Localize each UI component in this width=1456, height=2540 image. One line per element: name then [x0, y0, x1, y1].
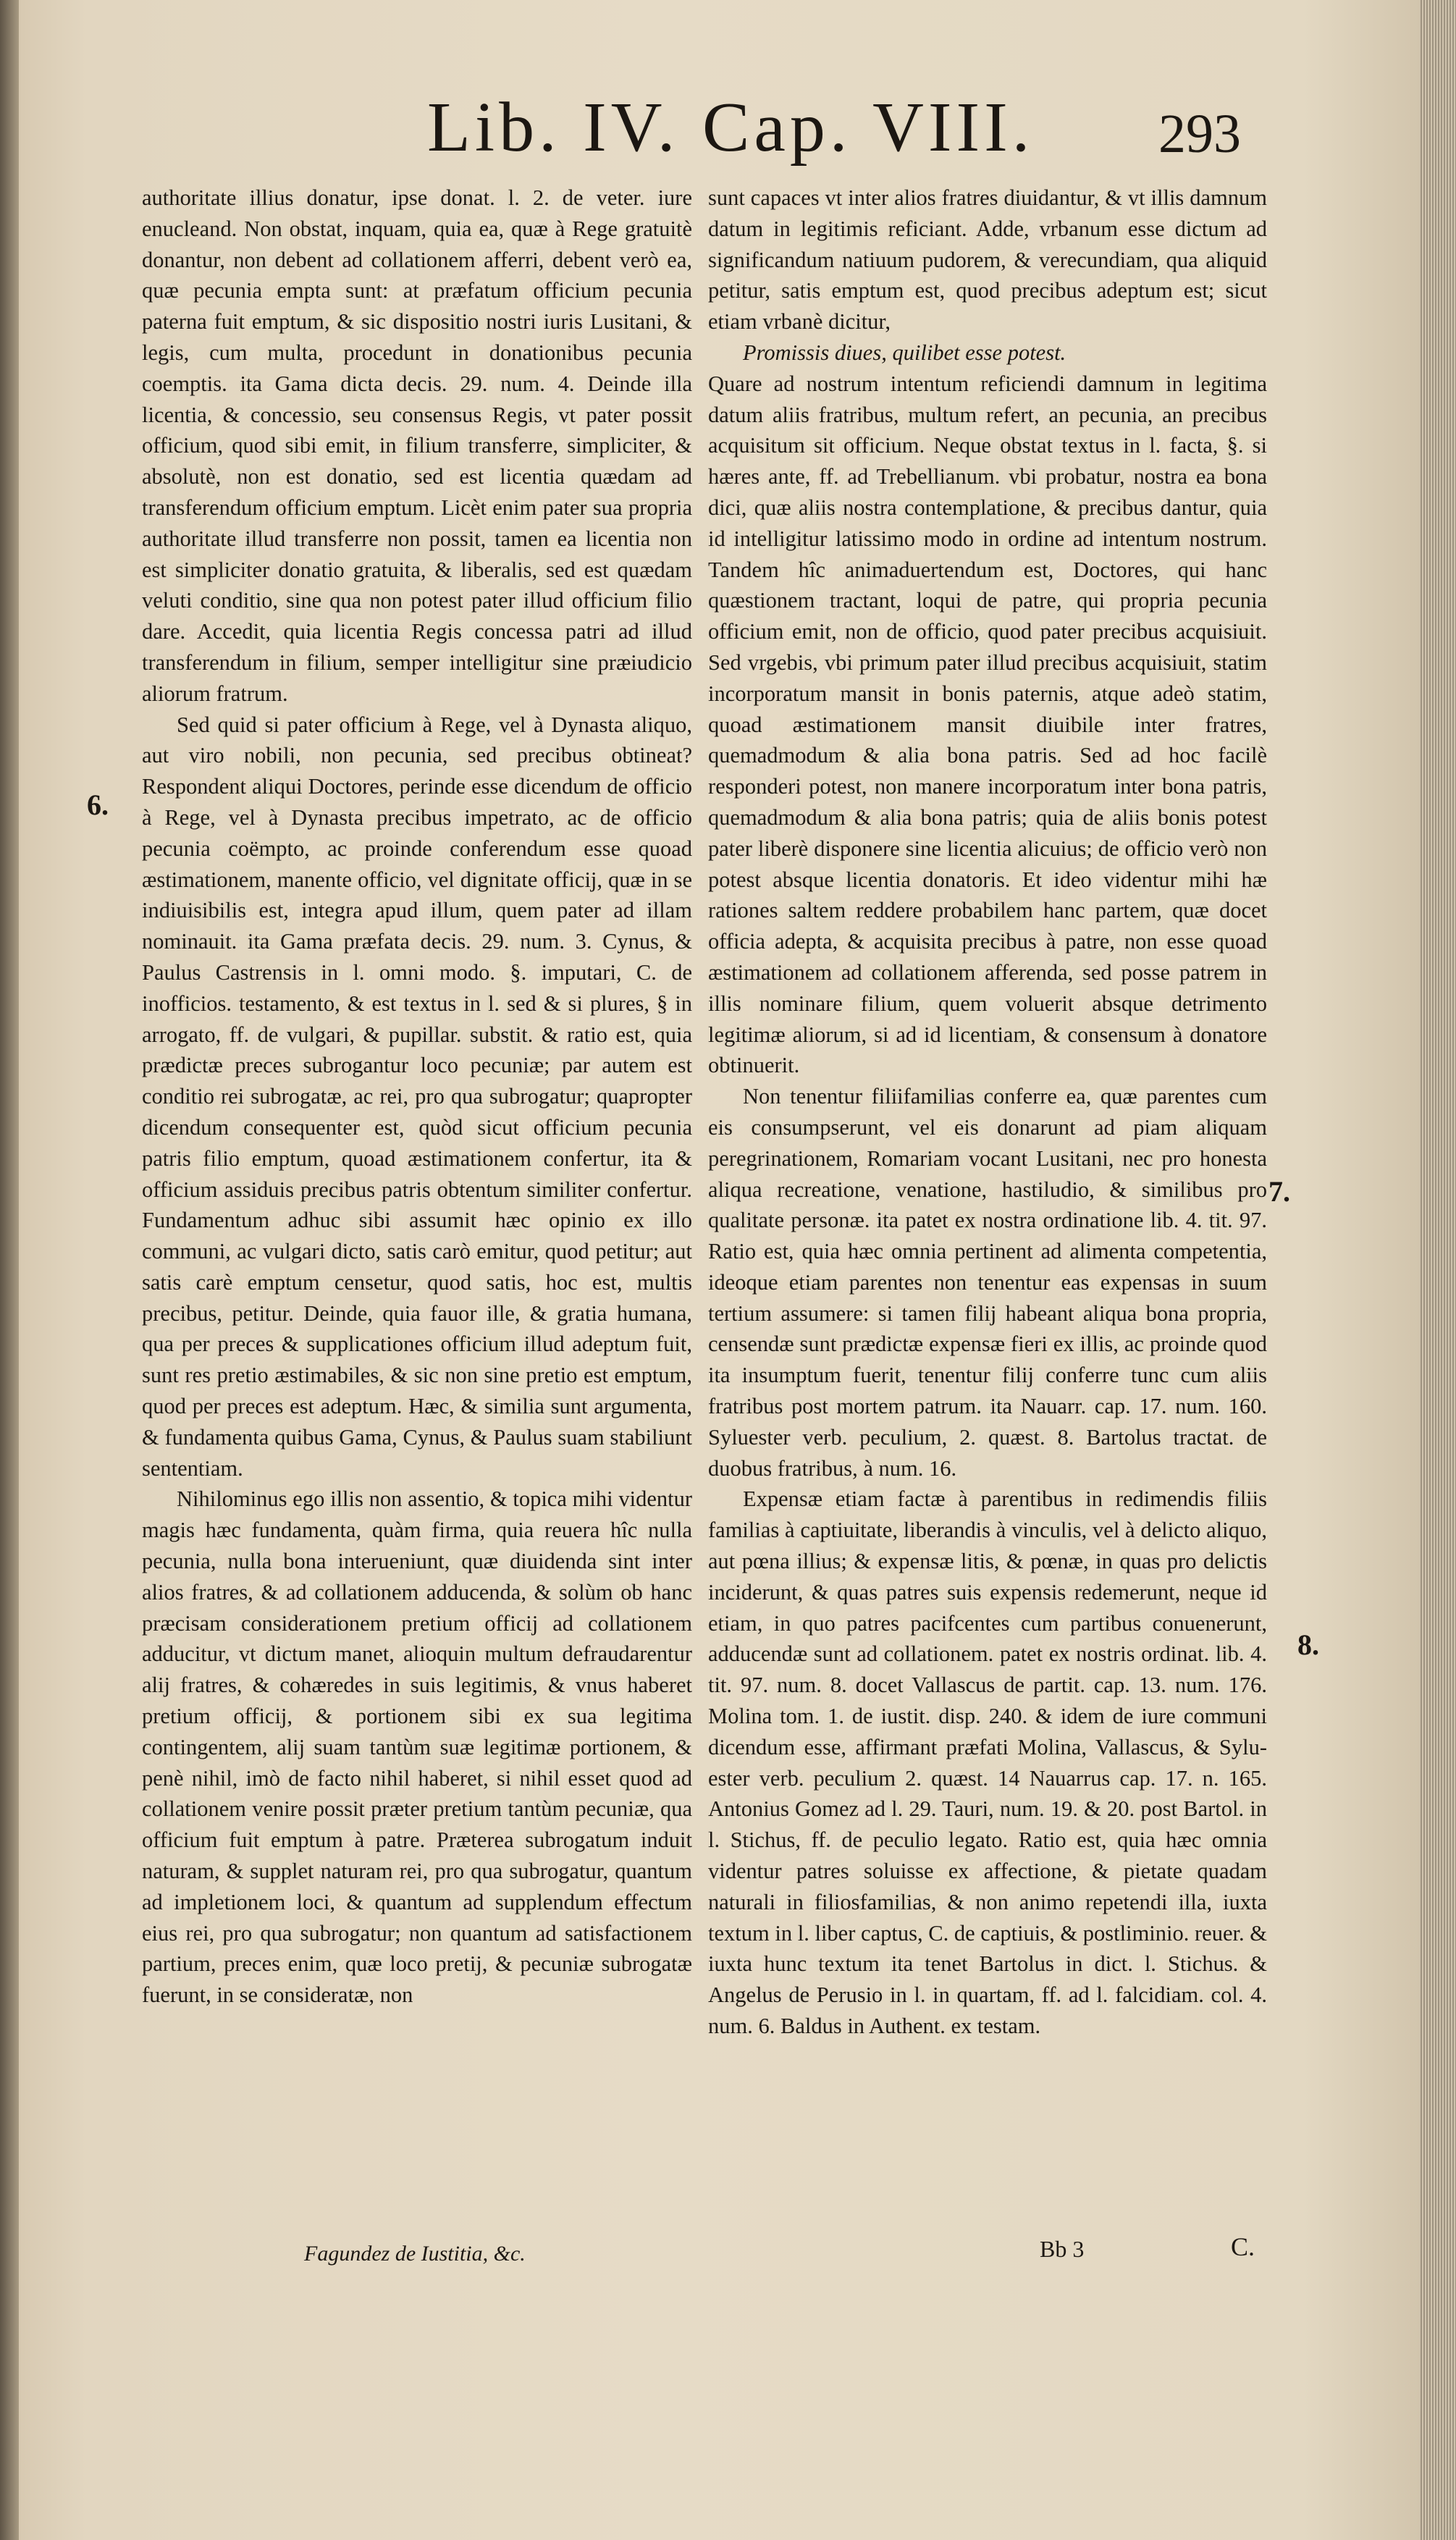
signature-mark: Bb 3: [1040, 2236, 1085, 2262]
paragraph: Non tenentur filiifamilias conferre ea, quæ parentes cum eis consumpserunt, vel eis donarunt ad piam aliquam peregrinationem, Romariam vocant Lusitani, nec pro honesta aliqua recreatione, venatione, hastiludio, & similibus pro qualitate personæ. ita patet ex nostra ordinatione lib. 4. tit. 97. Ratio est, quia hæc omnia pertinent ad alimenta competentia, ideoque etiam parentes non tenentur eas expensas in suum tertium assumere: si tamen filij habeant aliqua bona propria, censendæ sunt prædictæ expensæ fieri ex illis, ac proinde quod ita insumptum fuerit, tenentur filij conferre tunc cum aliis fratribus post mortem patrum. ita Nauarr. cap. 17. num. 160. Syluester verb. peculium, 2. quæst. 8. Bartolus tractat. de duobus fratribus, à num. 16.: [708, 1084, 1267, 1481]
page-number: 293: [1158, 104, 1241, 164]
right-column: [708, 182, 1267, 2042]
running-head-chapter: Cap. VIII.: [702, 88, 1035, 167]
paragraph: Expensæ etiam factæ à parentibus in redimendis filiis familias à captiuitate, liberandis à vinculis, vel à delicto aliquo, aut pœna illius; & expensæ litis, & pœnæ, in quas pro delictis inciderunt, & quas patres suis expensis redemerunt, neque id etiam, in quo patres pacifcentes cum partibus conuenerunt, adducendæ sunt ad collationem. patet ex nostris ordinat. lib. 4. tit. 97. num. 8. docet Vallascus de partit. cap. 13. num. 176. Molina tom. 1. de iustit. disp. 240. & idem de iure communi dicendum esse, affirmant præfati Molina, Vallascus, & Syluester verb. peculium 2. quæst. 14 Nauarrus cap. 17. n. 165. Antonius Gomez ad l. 29. Tauri, num. 19. & 20. post Bartol. in l. Stichus, ff. de peculio legato. Ratio est, quia hæc omnia videntur patres soluisse ex affectione, & pietate quadam naturali in filiosfamilias, & non animo repetendi illa, iuxta textum in l. liber captus, C. de captiuis, & postliminio. reuer. & iuxta hunc textum ita tenet Bartolus in dict. l. Stichus. & Angelus de Perusio in l. in quartam, ff. ad l. falcidiam. col. 4. num. 6. Baldus in Authent. ex testam.: [708, 1486, 1267, 2039]
running-head: [405, 87, 1245, 174]
verse-quote: Promissis diues, quilibet esse potest.: [743, 340, 1066, 365]
paragraph: Quare ad nostrum intentum reficiendi damnum in legitima datum aliis fratribus, multum refert, an pecunia, an precibus acquisitum sit officium. Neque obstat textus in l. facta, §. si hæres ante, ff. ad Trebellianum. vbi probatur, nostra ea bona dici, quæ aliis nostra contemplatione, & precibus dantur, quia id intelligitur latissimo modo in ordine ad intentum nostrum. Tandem hîc animaduertendum est, Doctores, qui hanc quæstionem tractant, loqui de patre, qui propria pecunia officium emit, non de officio, quod pater precibus acquisiuit. Sed vrgebis, vbi primum pater illud precibus acquisiuit, statim incorporatum mansit in bonis paternis, atque adeò statim, quoad æstimationem mansit diuibile inter fratres, quemadmodum & alia bona patris. Sed ad hoc facilè responderi potest, non manere incorporatum inter bona patris, quemadmodum & alia bona patris; quia de aliis bonis potest pater liberè disponere sine licentia alicuius; de officio verò non potest absque licentia donatoris. Et ideo videntur mihi hæ rationes saltem reddere probabilem hanc partem, quæ docet officia adepta, & acquisita precibus à patre, non esse quoad æstimationem ad collationem afferenda, sed posse patrem in illis nominare filium, quem voluerit absque detrimento legitimæ aliorum, si ad id licentiam, & consensum à donatore obtinuerit.: [708, 371, 1267, 1078]
marginal-number: 7.: [1268, 1175, 1290, 1208]
page-fore-edge: [1419, 0, 1456, 2540]
paragraph: Sed quid si pater officium à Rege, vel à Dynasta aliquo, aut viro nobili, non pecunia, sed precibus obtineat? Respondent aliqui Doctores, perinde esse dicendum de officio à Rege, vel à Dynasta precibus impetrato, ac de officio pecunia coëmpto, ac proinde conferendum esse quoad æstimationem, manente officio, vel dignitate officij, quæ in se indiuisibilis est, integra apud illum, quem pater ad illam nominauit. ita Gama præfata decis. 29. num. 3. Cynus, & Paulus Castrensis in l. omni modo. §. imputari, C. de inofficios. testamento, & est textus in l. sed & si plures, § in arrogato, ff. de vulgari, & pupillar. substit. & ratio est, quia prædictæ preces subrogantur loco pecuniæ; par autem est conditio rei subrogatæ, ac rei, pro qua subrogatur; quapropter dicendum consequenter est, quòd sicut officium pecunia patris filio emptum, quoad æstimationem confertur, ita & officium assiduis precibus patris obtentum similiter confertur. Fundamentum adhuc sibi assumit hæc opinio ex illo communi, ac vulgari dicto, satis carò emitur, quod petitur; aut satis carè emptum censetur, quod satis, hoc est, multis precibus, petitur. Deinde, quia fauor ille, & gratia humana, qua per preces & supplicationes officium illud adeptum fuit, sunt res pretio æstimabiles, & sic non sine pretio est emptum, quod per preces est adeptum. Hæc, & similia sunt argumenta, & fundamenta quibus Gama, Cynus, & Paulus suam stabiliunt sententiam.: [142, 712, 692, 1481]
marginal-number: 6.: [87, 789, 109, 821]
paragraph: sunt capaces vt inter alios fratres diuidantur, & vt illis damnum datum in legitimis reficiant. Adde, vrbanum esse dictum ad significandum natiuum pudorem, & verecundiam, qua aliquid petitur, satis emptum est, quod precibus adeptum est; sicut etiam vrbanè dicitur,: [708, 185, 1267, 335]
left-column: [142, 182, 692, 2011]
paragraph: authoritate illius donatur, ipse donat. l. 2. de veter. iure enucleand. Non obstat, inquam, quia ea, quæ à Rege gratuitè donantur, non debent ad collationem afferri, debent verò ea, quæ pecunia empta sunt: at præfatum officium pecunia paterna fuit emptum, & sic dispositio nostri iuris Lusitani, & legis, cum multa, procedunt in donationibus pecunia coemptis. ita Gama dicta decis. 29. num. 4. Deinde illa licentia, & concessio, seu consensus Regis, vt pater possit officium, quod sibi emit, in filium transferre, simpliciter, & absolutè, non est donatio, sed est licentia quædam ad transferendum officium emptum. Licèt enim pater sua propria authoritate illud transferre non possit, tamen ea licentia non est simpliciter donatio gratuita, & liberalis, sed est quædam veluti conditio, sine qua non potest pater illud officium filio dare. Accedit, quia licentia Regis concessa patri ad illud transferendum in filium, semper intelligitur sine præiudicio aliorum fratrum.: [142, 185, 692, 706]
catchword: C.: [1231, 2232, 1255, 2261]
marginal-number: 8.: [1297, 1628, 1319, 1661]
gutter-shadow: [0, 0, 19, 2540]
footer-catchline: Fagundez de Iustitia, &c.: [304, 2242, 526, 2266]
paragraph: Nihilominus ego illis non assentio, & topica mihi videntur magis hæc fundamenta, quàm firma, quia reuera hîc nulla pecunia, nulla bona interueniunt, quæ diuidenda sint inter alios fratres, & ad collationem adducenda, & solùm ob hanc præcisam considerationem pretium officij ad collationem adducitur, vt dictum manet, alioquin multum defraudarentur alij fratres, & cohæredes in suis legitimis, & vnus haberet pretium officij, & portionem sibi ex sua legitima contingentem, alij suam tantùm suæ legitimæ portionem, & penè nihil, imò de facto nihil haberet, si nihil esset quod ad collationem venire possit præter pretium tantùm pecuniæ, qua officium fuit emptum à patre. Præterea subrogatum induit naturam, & supplet naturam rei, pro qua subrogatur, quantum ad impletionem loci, & quantum ad supplendum effectum eius rei, pro qua subrogatur; non quantum ad satisfactionem partium, preces enim, quæ loco pretij, & pecuniæ subrogatæ fuerunt, in se consideratæ, non: [142, 1486, 692, 2008]
running-head-book: Lib. IV.: [427, 88, 680, 167]
